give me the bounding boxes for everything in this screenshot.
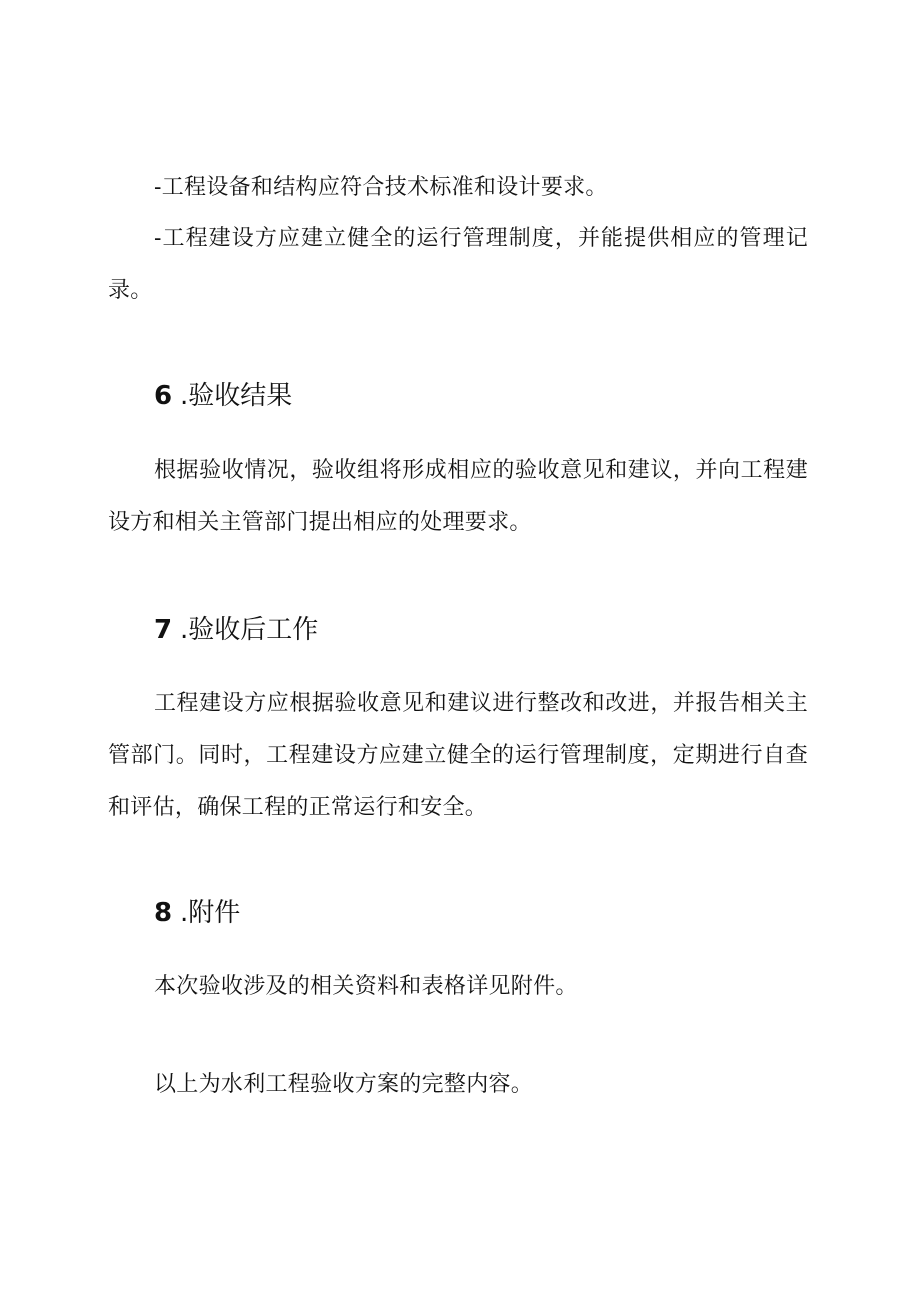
paragraph-acceptance-result: 根据验收情况，验收组将形成相应的验收意见和建议，并向工程建设方和相关主管部门提出相应的处理要求。: [108, 458, 808, 535]
section-title: .验收结果: [180, 381, 293, 411]
section-number: 6: [154, 381, 173, 411]
section-number: 8: [154, 898, 173, 928]
section-title: .验收后工作: [180, 615, 319, 645]
section-heading-8: [154, 893, 240, 933]
paragraph-conclusion: 以上为水利工程验收方案的完整内容。: [154, 1072, 534, 1097]
paragraph-management-system: -工程建设方应建立健全的运行管理制度，并能提供相应的管理记录。: [108, 226, 808, 303]
paragraph-post-acceptance: 工程建设方应根据验收意见和建议进行整改和改进，并报告相关主管部门。同时，工程建设方应建立健全的运行管理制度，定期进行自查和评估，确保工程的正常运行和安全。: [108, 691, 808, 820]
section-heading-7: [154, 610, 318, 650]
paragraph-equipment-standards: -工程设备和结构应符合技术标准和设计要求。: [154, 175, 608, 200]
section-number: 7: [154, 615, 173, 645]
paragraph-attachments: 本次验收涉及的相关资料和表格详见附件。: [154, 974, 578, 999]
section-title: .附件: [180, 898, 241, 928]
section-heading-6: [154, 376, 292, 416]
